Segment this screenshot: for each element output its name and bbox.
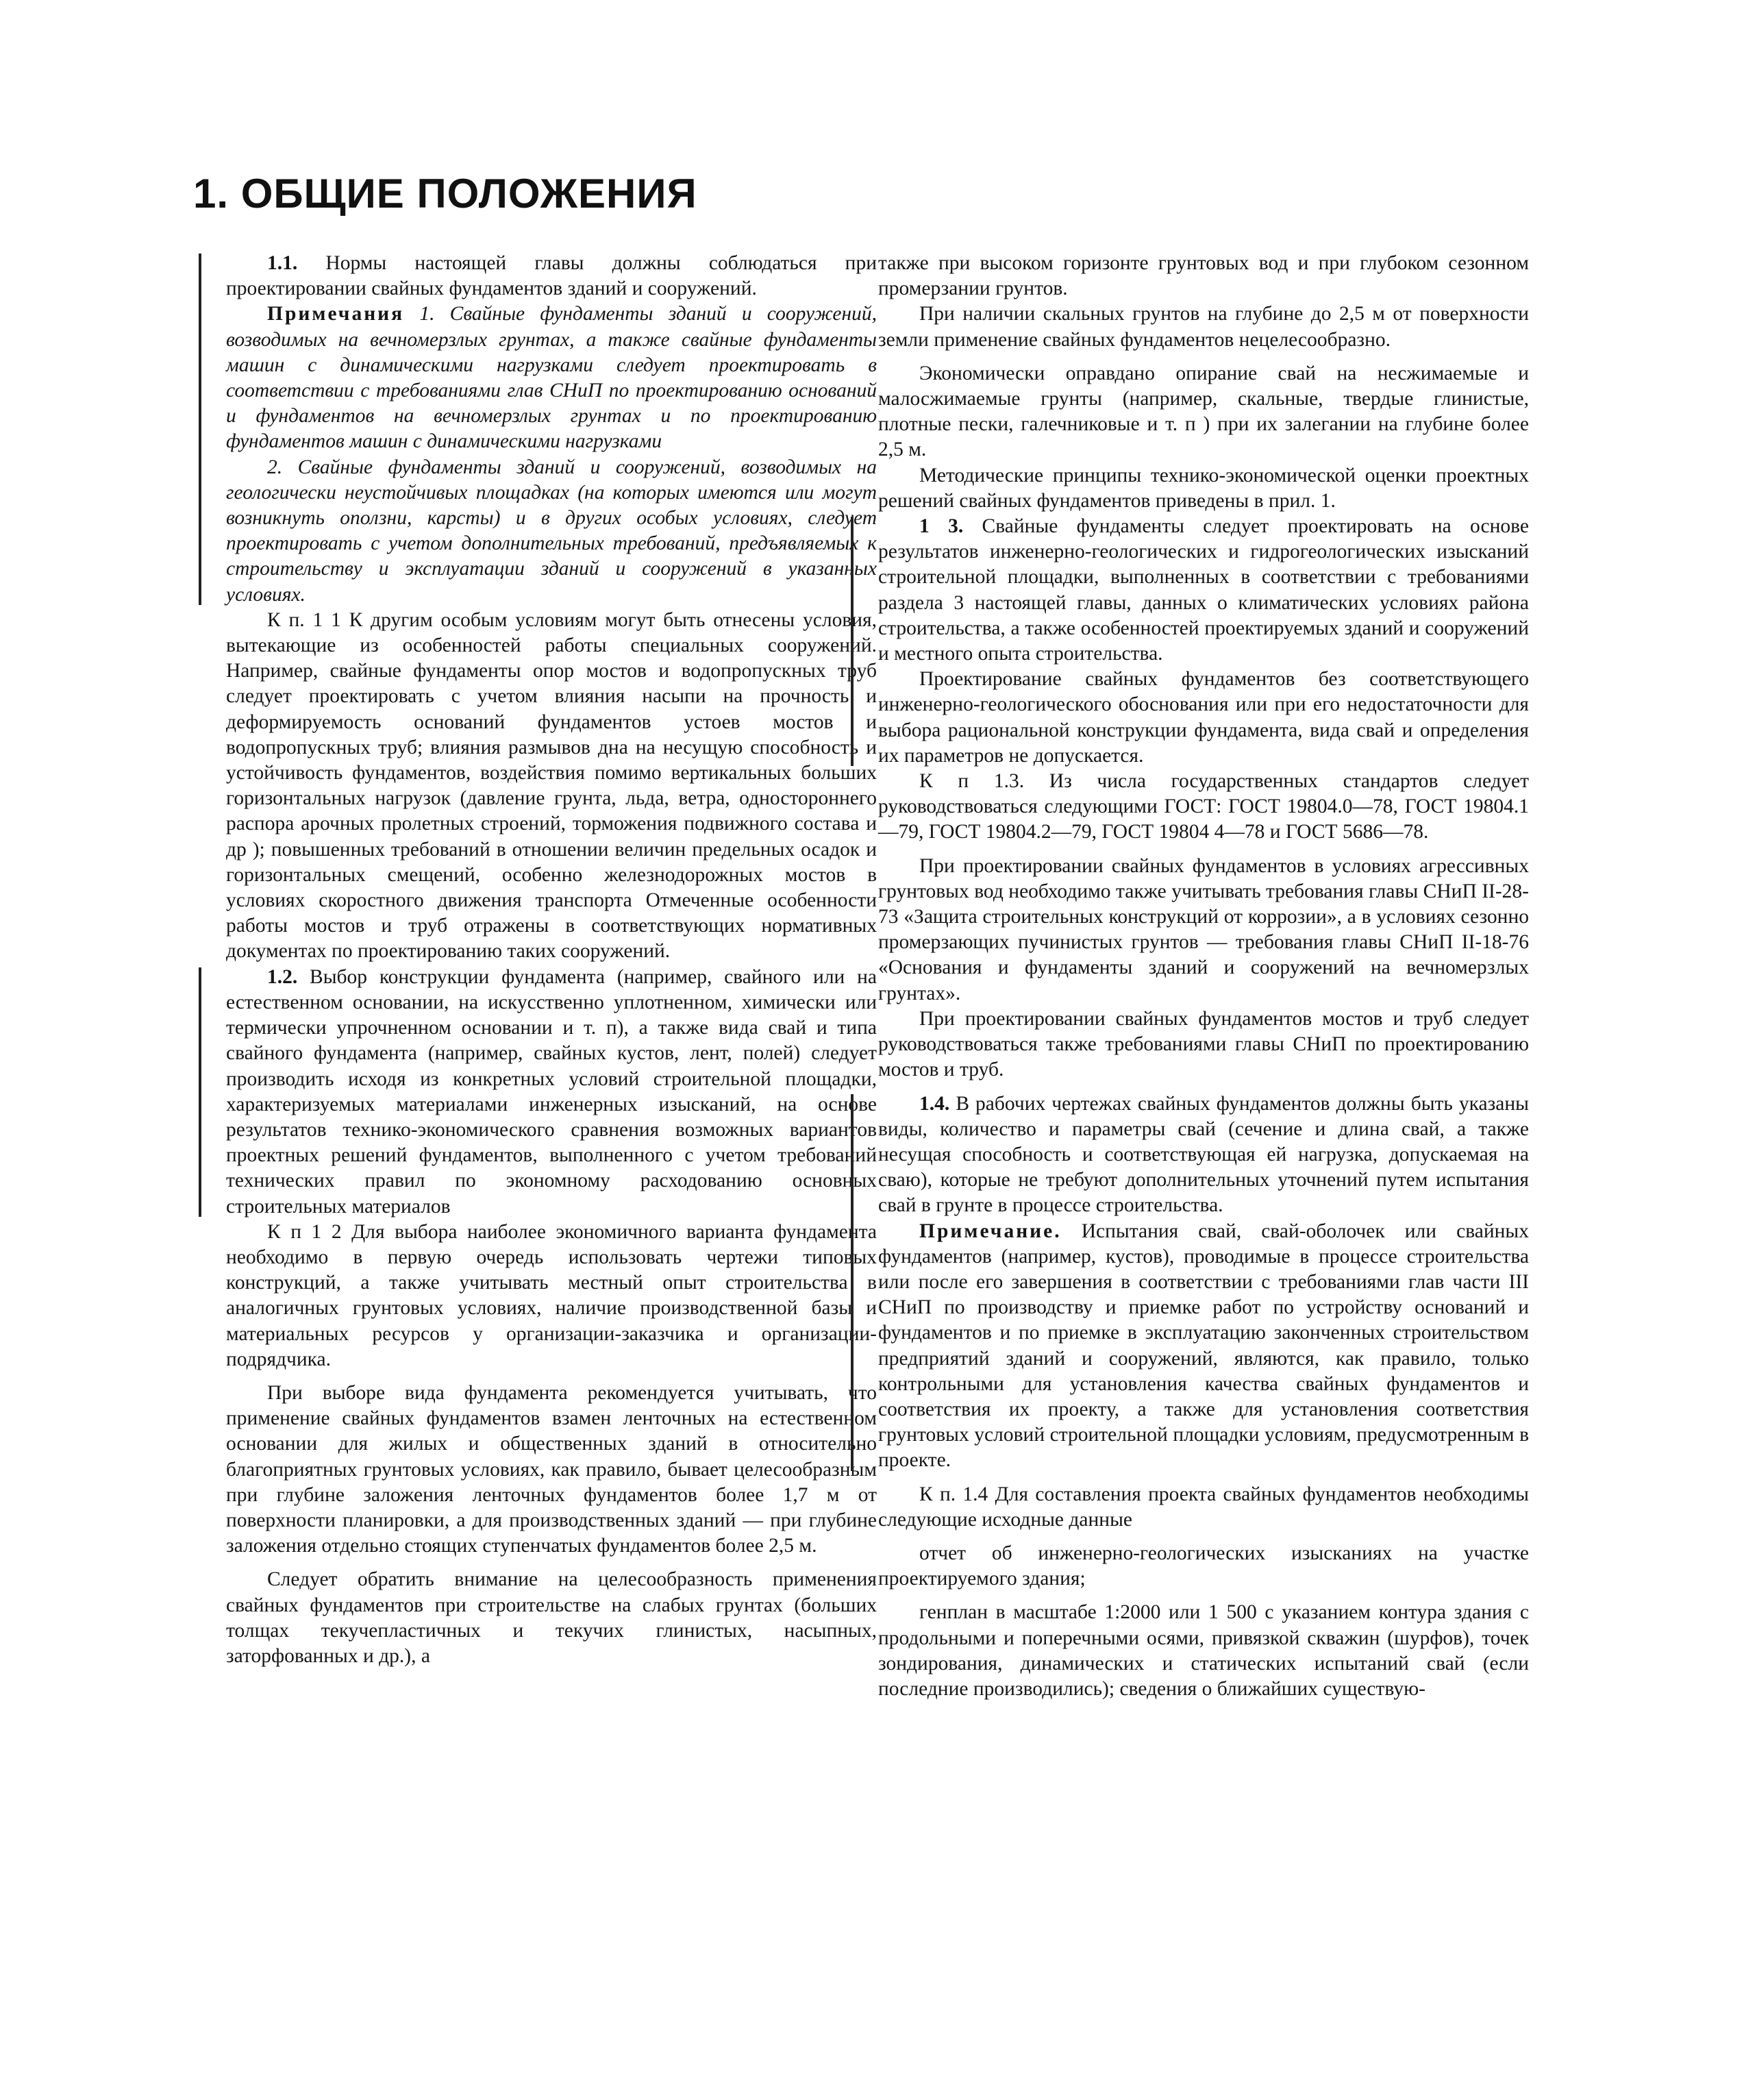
clause-1-2: 1.2. Выбор конструкции фундамента (например, свайного или на естественном основании, на искусственно уплотненном, химически или термически упрочненном основании и т. п), а также вида свай и типа свайного фундамента (например, свайных кустов, лент, полей) следует производить исходя из конкретных условий строительной площадки, характеризуемых материалами инженерных изысканий, на основе результатов технико-экономического сравнения возможных вариантов проектных решений фундаментов, выполненного с учетом требований технических правил по экономному расходованию основных строительных материалов	[226, 965, 877, 1218]
comment-1-1: К п. 1 1 К другим особым условиям могут быть отнесены условия, вытекающие из особенностей работы специальных сооружений. Например, свайные фундаменты опор мостов и водопропускных труб следует проектировать с учетом влияния насыпи на прочность и деформируемость оснований фундаментов устоев мостов и водопропускных труб; влияния размывов дна на несущую способность и устойчивость фундаментов, воздействия помимо вертикальных больших горизонтальных нагрузок (давление грунта, льда, ветра, одностороннего распора арочных пролетных строений, торможения подвижного состава и др ); повышенных требований в отношении величин предельных осадок и горизонтальных смещений, особенно железнодорожных мостов в условиях скоростного движения транспорта Отмеченные особенности работы мостов и труб отражены в соответствующих нормативных документах по проектированию таких сооружений.	[226, 608, 877, 963]
clause-1-1: 1.1. Нормы настоящей главы должны соблюдаться при проектировании свайных фундаментов зданий и сооружений.	[226, 252, 877, 300]
clause-1-1-block	[199, 251, 877, 608]
clause-1-3-block	[851, 514, 1529, 769]
paragraph-aggressive-waters: При проектировании свайных фундаментов в условиях агрессивных грунтовых вод необходимо также учитывать требования главы СНиП II-28-73 «Защита строительных конструкций от коррозии», а в условиях сезонно промерзающих пучинистых грунтов — требования главы СНиП II-18-76 «Основания и фундаменты зданий и сооружений на вечномерзлых грунтах».	[878, 854, 1529, 1004]
right-column	[878, 251, 1529, 1702]
left-column	[226, 251, 877, 1669]
paragraph-methodology: Методические принципы технико-экономической оценки проектных решений свайных фундаментов приведены в прил. 1.	[878, 464, 1529, 512]
clause-1-2-block	[199, 965, 877, 1220]
clause-1-4-note: Примечание. Испытания свай, свай-оболочек или свайных фундаментов (например, кустов), проводимые в процессе строительства или после его завершения в соответствии с требованиями глав части III СНиП по производству и приемке работ по устройству оснований и фундаментов и по приемке в эксплуатацию законченных строительством предприятий зданий и сооружений, являются, как правило, только контрольными для установления качества свайных фундаментов и соответствия их проекту, а также для установления соответствия грунтовых условий строительной площадки условиям, предусмотренным в проекте.	[878, 1220, 1529, 1472]
section-title: 1. ОБЩИЕ ПОЛОЖЕНИЯ	[193, 171, 697, 217]
comment-1-4: К п. 1.4 Для составления проекта свайных фундаментов необходимы следующие исходные данные	[878, 1483, 1529, 1531]
paragraph-survey-report: отчет об инженерно-геологических изысканиях на участке проектируемого здания;	[878, 1542, 1529, 1590]
clause-1-3-second: Проектирование свайных фундаментов без соответствующего инженерно-геологического обоснования или при его недостаточности для выбора рациональной конструкции фундамента, вида свай и определения их параметров не допускается.	[878, 668, 1529, 767]
comment-1-3: К п 1.3. Из числа государственных стандартов следует руководствоваться следующими ГОСТ: ГОСТ 19804.0—78, ГОСТ 19804.1—79, ГОСТ 19804.2—79, ГОСТ 19804 4—78 и ГОСТ 5686—78.	[878, 770, 1530, 843]
comment-1-2: К п 1 2 Для выбора наиболее экономичного варианта фундамента необходимо в первую очередь использовать чертежи типовых конструкций, а также учитывать местный опыт строительства в аналогичных грунтовых условиях, наличие производственной базы и материальных ресурсов у организации-заказчика и организации-подрядчика.	[226, 1220, 877, 1370]
clause-1-4-block	[851, 1091, 1529, 1474]
paragraph-continuation: также при высоком горизонте грунтовых вод и при глубоком сезонном промерзании грунтов.	[878, 252, 1529, 300]
paragraph-economics: Экономически оправдано опирание свай на несжимаемые и малосжимаемые грунты (например, скальные, твердые глинистые, плотные пески, галечниковые и т. п ) при их залегании на глубине более 2,5 м.	[878, 362, 1529, 461]
clause-1-1-note-2: 2. Свайные фундаменты зданий и сооружений, возводимых на геологически неустойчивых площадках (на которых имеются или могут возникнуть оползни, карсты) и в других особых условиях, следует проектировать с учетом дополнительных требований, предъявляемых к строительству и эксплуатации зданий и сооружений в указанных условиях.	[226, 456, 877, 606]
paragraph-site-plan: генплан в масштабе 1:2000 или 1 500 с указанием контура здания с продольными и поперечными осями, привязкой скважин (шурфов), точек зондирования, динамических и статических испытаний свай (если последние производились); сведения о ближайших существую-	[878, 1601, 1529, 1700]
paragraph-bridges: При проектировании свайных фундаментов мостов и труб следует руководствоваться также требованиями главы СНиП по проектированию мостов и труб.	[878, 1007, 1529, 1081]
clause-1-4: 1.4. В рабочих чертежах свайных фундаментов должны быть указаны виды, количество и параметры свай (сечение и длина свай, а также несущая способность и соответствующая ей нагрузка, допускаемая на сваю), которые не требуют дополнительных уточнений путем испытания свай в грунте в процессе строительства.	[878, 1092, 1530, 1217]
paragraph-weak-soils: Следует обратить внимание на целесообразность применения свайных фундаментов при строительстве на слабых грунтах (больших толщах текучепластичных и текучих глинистых, насыпных, заторфованных и др.), а	[226, 1568, 877, 1667]
clause-1-3: 1 3. Свайные фундаменты следует проектировать на основе результатов инженерно-геологических и гидрогеологических изысканий строительной площадки, выполненных в соответствии с требованиями раздела 3 настоящей главы, данных о климатических условиях района строительства, а также особенностей проектируемых зданий и сооружений и местного опыта строительства.	[878, 515, 1530, 665]
paragraph-foundation-choice: При выборе вида фундамента рекомендуется учитывать, что применение свайных фундаментов взамен ленточных на естественном основании для жилых и общественных зданий в относительно благоприятных грунтовых условиях, как правило, бывает целесообразным при глубине заложения ленточных фундаментов более 1,7 м от поверхности планировки, а для производственных зданий — при глубине заложения отдельно стоящих ступенчатых фундаментов более 2,5 м.	[226, 1381, 877, 1557]
clause-1-1-note-1: Примечания 1. Свайные фундаменты зданий и сооружений, возводимых на вечномерзлых грунтах, а также свайные фундаменты машин с динамическими нагрузками следует проектировать в соответствии с требованиями глав СНиП по проектированию оснований и фундаментов на вечномерзлых грунтах и по проектированию фундаментов машин с динамическими нагрузками	[226, 303, 877, 453]
paragraph-rock-soils: При наличии скальных грунтов на глубине до 2,5 м от поверхности земли применение свайных фундаментов нецелесообразно.	[878, 303, 1529, 351]
